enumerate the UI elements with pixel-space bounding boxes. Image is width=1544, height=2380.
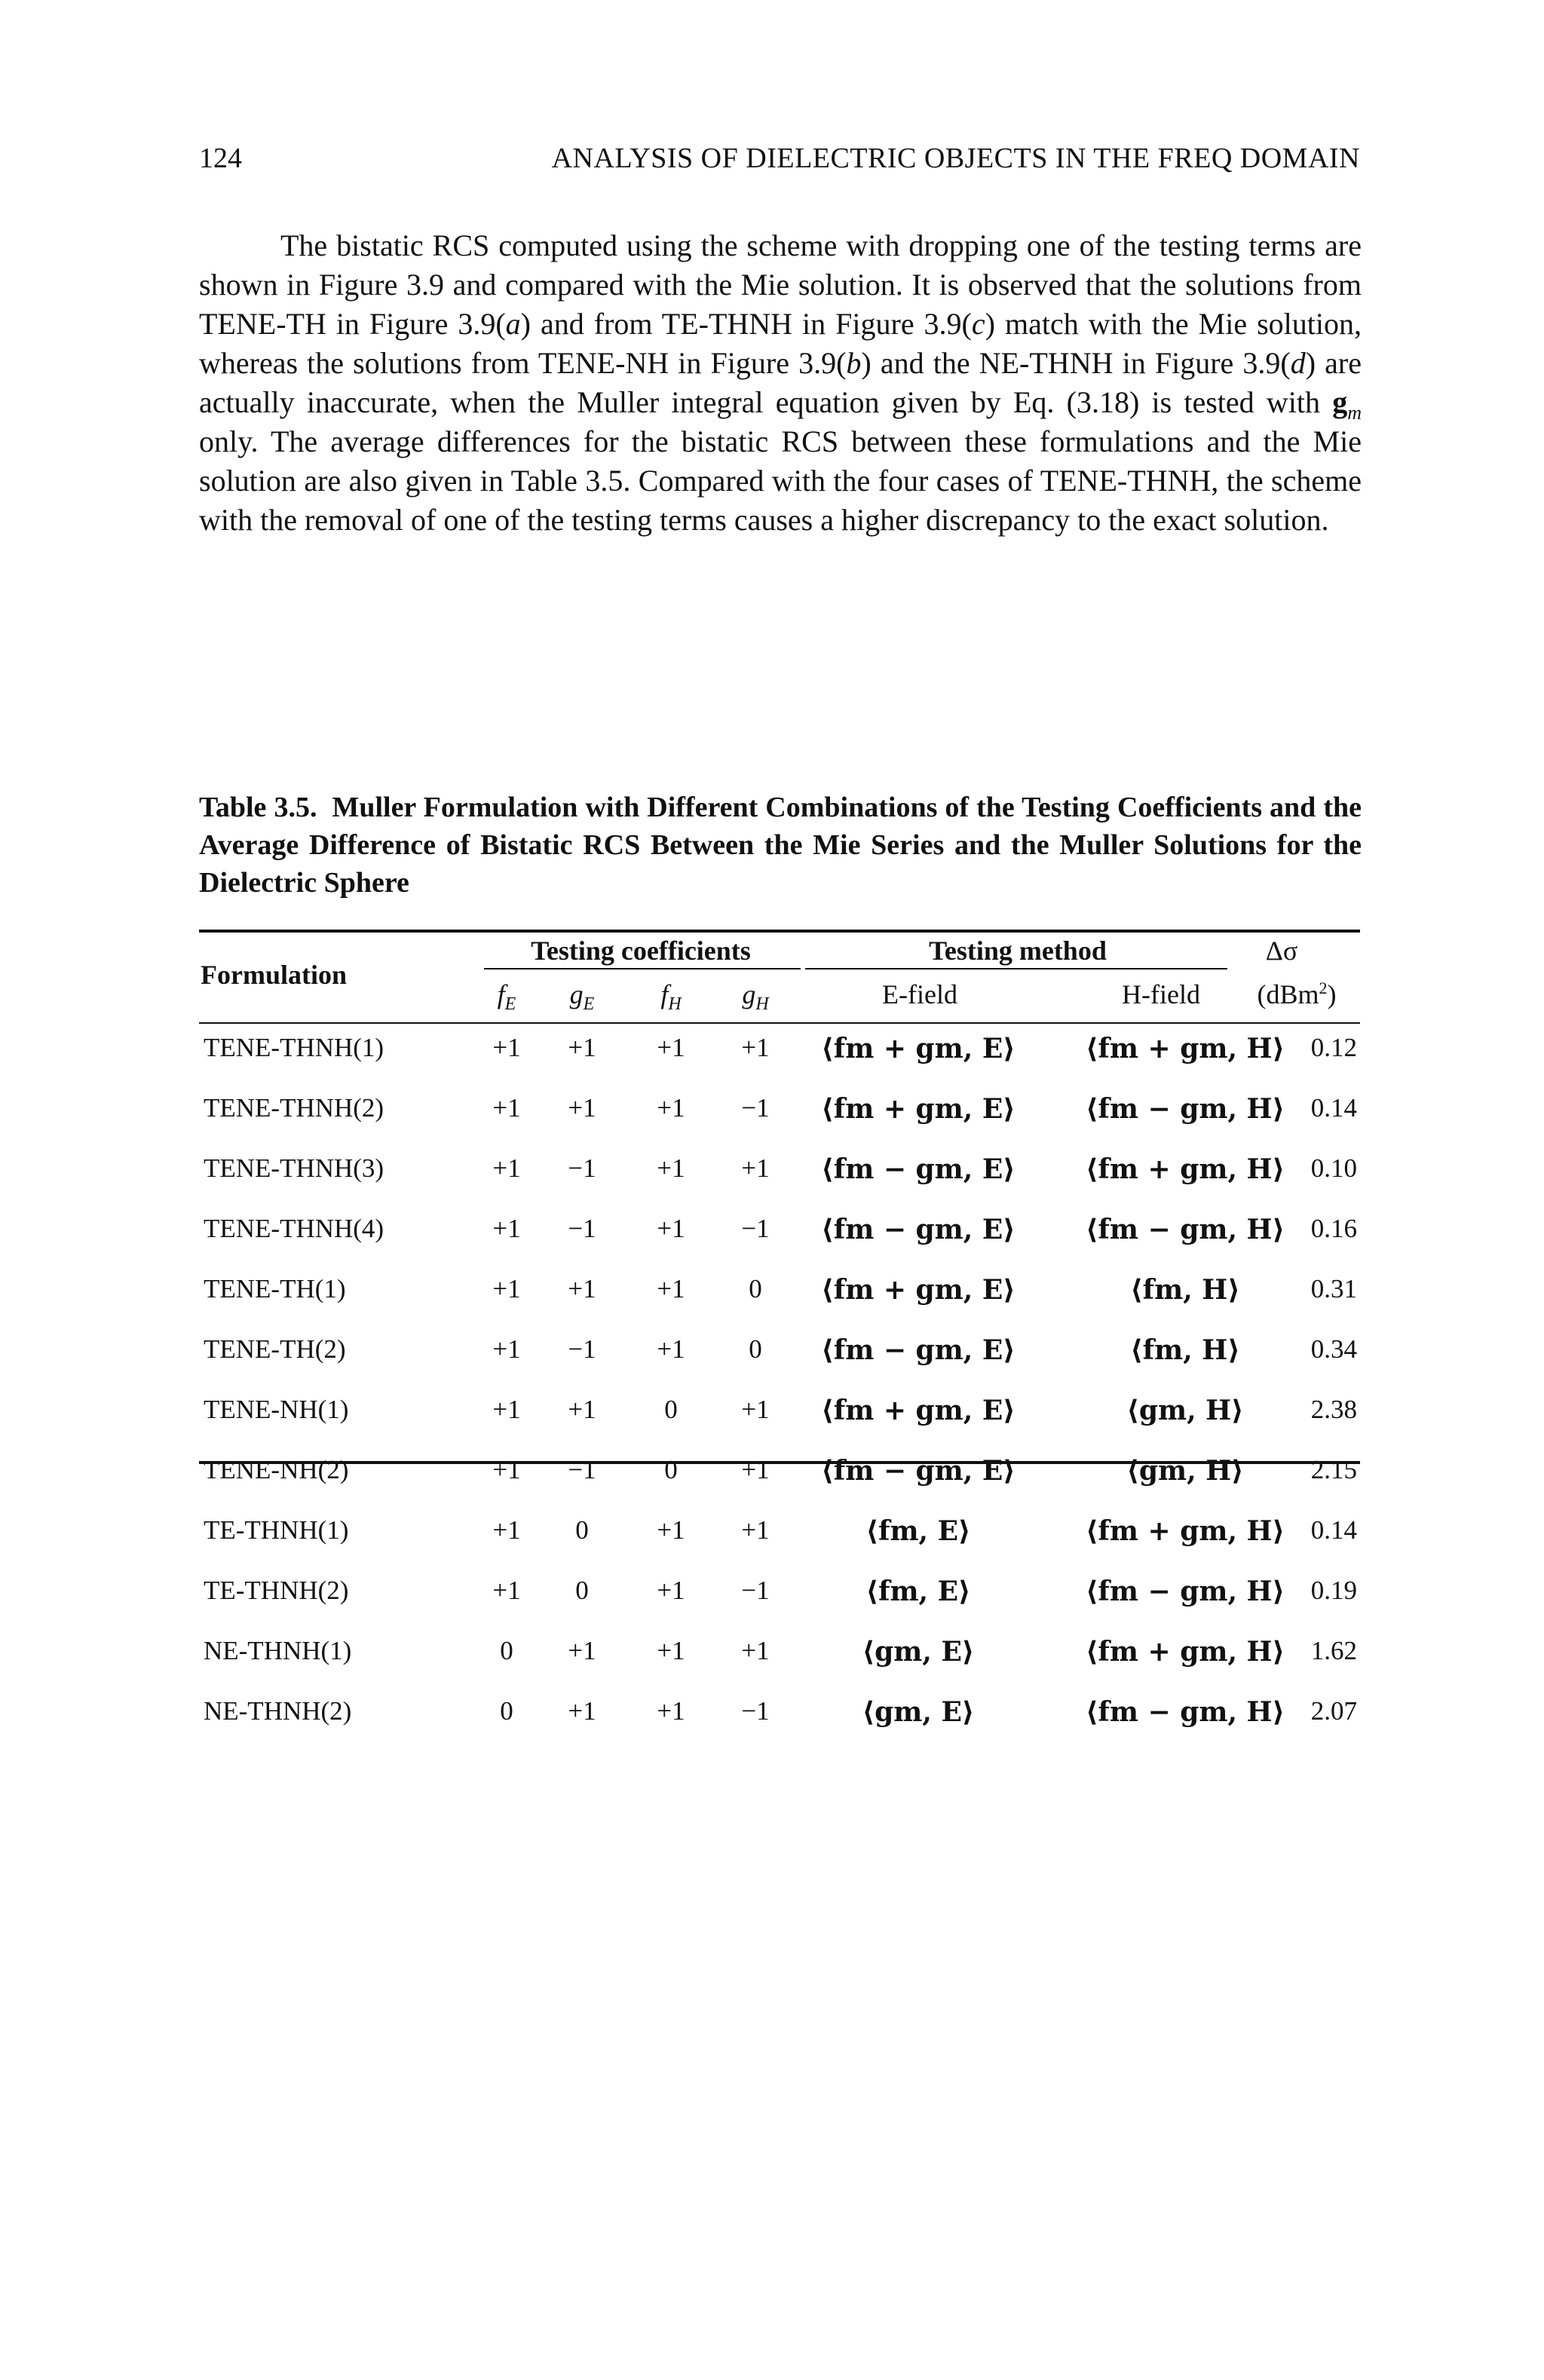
cell-fh: +1 [657,1576,685,1605]
body-paragraph: The bistatic RCS computed using the scheme with dropping one of the testing terms are shown in Figure 3.9 and compared with the Mie solution. It is observed that the solutions from TENE-TH in Figure 3.9(a) and from TE-THNH in Figure 3.9(c) match with the Mie solution, whereas the solutions from TENE-NH in Figure 3.9(b) and the NE-THNH in Figure 3.9(d) are actually inaccurate, when the Muller integral equation given by Eq. (3.18) is tested with $g_m$ only. The average differences for the bistatic RCS between these formulations and the Mie solution are also given in Table 3.5. Compared with the four cases of TENE-THNH, the scheme with the removal of one of the testing terms causes a higher discrepancy to the exact solution. [199,228,1362,537]
cell-ge: −1 [568,1153,596,1183]
cell-fh: +1 [657,1214,685,1243]
cell-fe: +1 [492,1395,521,1424]
cell-gh: +1 [741,1395,770,1424]
cell-formulation: TENE-THNH(3) [204,1153,384,1183]
cell-hfield: ⟨fm + gm, H⟩ [1085,1636,1285,1668]
cell-hfield: ⟨fm − gm, H⟩ [1085,1214,1285,1245]
running-header [199,142,1360,187]
cell-formulation: TENE-TH(1) [204,1274,346,1303]
header-unit: (dBm$^2$) [1257,979,1337,1009]
cell-gh: −1 [741,1214,770,1243]
cell-efield: ⟨fm, E⟩ [865,1515,971,1547]
cell-ge: +1 [568,1636,596,1665]
cell-efield: ⟨fm + gm, E⟩ [821,1274,1016,1306]
cell-efield: ⟨fm + gm, E⟩ [821,1395,1016,1426]
cell-efield: ⟨fm − gm, E⟩ [821,1455,1016,1487]
cell-efield: ⟨fm, E⟩ [865,1576,971,1607]
cell-delta: 0.14 [1310,1093,1357,1123]
cell-formulation: NE-THNH(2) [204,1696,352,1726]
header-efield: E-field [882,979,957,1009]
cell-fe: +1 [492,1576,521,1605]
cell-hfield: ⟨fm + gm, H⟩ [1085,1153,1285,1185]
cell-fh: 0 [664,1455,678,1484]
cell-gh: +1 [741,1636,770,1665]
table-row [199,1146,1360,1206]
cell-efield: ⟨gm, E⟩ [862,1696,975,1728]
cell-fe: +1 [492,1093,521,1123]
cell-formulation: TENE-THNH(1) [204,1033,384,1062]
cell-ge: −1 [568,1455,596,1484]
cell-gh: 0 [749,1274,762,1303]
cell-delta: 0.12 [1310,1033,1357,1062]
cell-fe: +1 [492,1214,521,1243]
cell-fe: +1 [492,1274,521,1303]
cell-hfield: ⟨gm, H⟩ [1126,1455,1244,1487]
table-row [199,1387,1360,1447]
cell-fh: +1 [657,1153,685,1183]
header-testing-coefficients: Testing coefficients [531,936,751,966]
cell-ge: +1 [568,1093,596,1123]
header-fh: $f_H$ [660,979,682,1015]
cell-delta: 0.34 [1310,1334,1357,1364]
header-delta-sigma: Δσ [1265,936,1298,966]
running-title: ANALYSIS OF DIELECTRIC OBJECTS IN THE FREQ DOMAIN [551,142,1360,174]
cell-fh: +1 [657,1033,685,1062]
cell-fe: +1 [492,1033,521,1062]
cell-ge: −1 [568,1334,596,1364]
table-header-rule [199,1022,1360,1024]
table-caption-text: Muller Formulation with Different Combinations of the Testing Coefficients and the Average Difference of Bistatic RCS Between the Mie Series and the Muller Solutions for the Dielectric Sphere [199,792,1362,899]
cell-efield: ⟨gm, E⟩ [862,1636,975,1668]
table-row [199,1508,1360,1568]
cell-formulation: TE-THNH(2) [204,1576,349,1605]
cell-hfield: ⟨fm − gm, H⟩ [1085,1696,1285,1728]
table-row [199,1689,1360,1749]
cell-formulation: TENE-THNH(4) [204,1214,384,1243]
cell-fh: +1 [657,1334,685,1364]
cell-efield: ⟨fm − gm, E⟩ [821,1214,1016,1245]
cell-ge: +1 [568,1395,596,1424]
cell-gh: −1 [741,1093,770,1123]
cell-gh: +1 [741,1455,770,1484]
cell-delta: 2.07 [1310,1696,1357,1726]
cell-gh: −1 [741,1576,770,1605]
cell-delta: 0.19 [1310,1576,1357,1605]
cell-hfield: ⟨fm − gm, H⟩ [1085,1576,1285,1607]
cell-formulation: TE-THNH(1) [204,1515,349,1545]
table-row [199,1568,1360,1628]
cell-efield: ⟨fm + gm, E⟩ [821,1033,1016,1064]
cell-gh: −1 [741,1696,770,1726]
table-row [199,1086,1360,1146]
cell-fe: 0 [500,1636,513,1665]
cell-ge: −1 [568,1214,596,1243]
cell-fh: +1 [657,1696,685,1726]
cell-efield: ⟨fm + gm, E⟩ [821,1093,1016,1125]
cell-hfield: ⟨fm − gm, H⟩ [1085,1093,1285,1125]
header-ge: $g_E$ [569,979,595,1015]
cell-fe: +1 [492,1334,521,1364]
cell-ge: +1 [568,1274,596,1303]
cell-gh: +1 [741,1153,770,1183]
cell-formulation: TENE-NH(2) [204,1455,349,1484]
table-row [199,1206,1360,1267]
cell-fe: +1 [492,1455,521,1484]
cell-formulation: TENE-THNH(2) [204,1093,384,1123]
cell-delta: 0.31 [1310,1274,1357,1303]
table-row [199,1025,1360,1086]
cell-fe: 0 [500,1696,513,1726]
cell-fh: +1 [657,1636,685,1665]
table-row [199,1628,1360,1689]
cell-hfield: ⟨fm + gm, H⟩ [1085,1033,1285,1064]
cell-fe: +1 [492,1153,521,1183]
cell-ge: 0 [575,1576,589,1605]
cell-delta: 0.16 [1310,1214,1357,1243]
cell-formulation: TENE-NH(1) [204,1395,349,1424]
cell-ge: +1 [568,1033,596,1062]
cell-fh: +1 [657,1274,685,1303]
cell-hfield: ⟨fm, H⟩ [1130,1334,1240,1366]
table-row [199,1327,1360,1387]
page-number: 124 [199,142,242,174]
method-header-rule [805,968,1227,969]
cell-formulation: NE-THNH(1) [204,1636,352,1665]
cell-hfield: ⟨fm + gm, H⟩ [1085,1515,1285,1547]
cell-hfield: ⟨fm, H⟩ [1130,1274,1240,1306]
cell-gh: +1 [741,1033,770,1062]
cell-fh: +1 [657,1093,685,1123]
cell-gh: +1 [741,1515,770,1545]
header-hfield: H-field [1122,979,1200,1009]
table-label: Table 3.5. [199,792,317,823]
cell-gh: 0 [749,1334,762,1364]
header-formulation: Formulation [201,960,347,990]
cell-delta: 2.15 [1310,1455,1357,1484]
table-top-rule [199,930,1360,933]
cell-ge: +1 [568,1696,596,1726]
cell-efield: ⟨fm − gm, E⟩ [821,1153,1016,1185]
table-caption [199,789,1362,902]
header-fe: $f_E$ [497,979,516,1015]
cell-ge: 0 [575,1515,589,1545]
cell-fe: +1 [492,1515,521,1545]
cell-delta: 1.62 [1310,1636,1357,1665]
cell-fh: 0 [664,1395,678,1424]
cell-delta: 0.14 [1310,1515,1357,1545]
coefficients-header-rule [484,968,801,969]
cell-delta: 0.10 [1310,1153,1357,1183]
cell-efield: ⟨fm − gm, E⟩ [821,1334,1016,1366]
header-testing-method: Testing method [929,936,1107,966]
cell-fh: +1 [657,1515,685,1545]
cell-formulation: TENE-TH(2) [204,1334,346,1364]
table-row [199,1267,1360,1327]
table-row [199,1447,1360,1508]
cell-delta: 2.38 [1310,1395,1357,1424]
cell-hfield: ⟨gm, H⟩ [1126,1395,1244,1426]
header-gh: $g_H$ [742,979,769,1015]
